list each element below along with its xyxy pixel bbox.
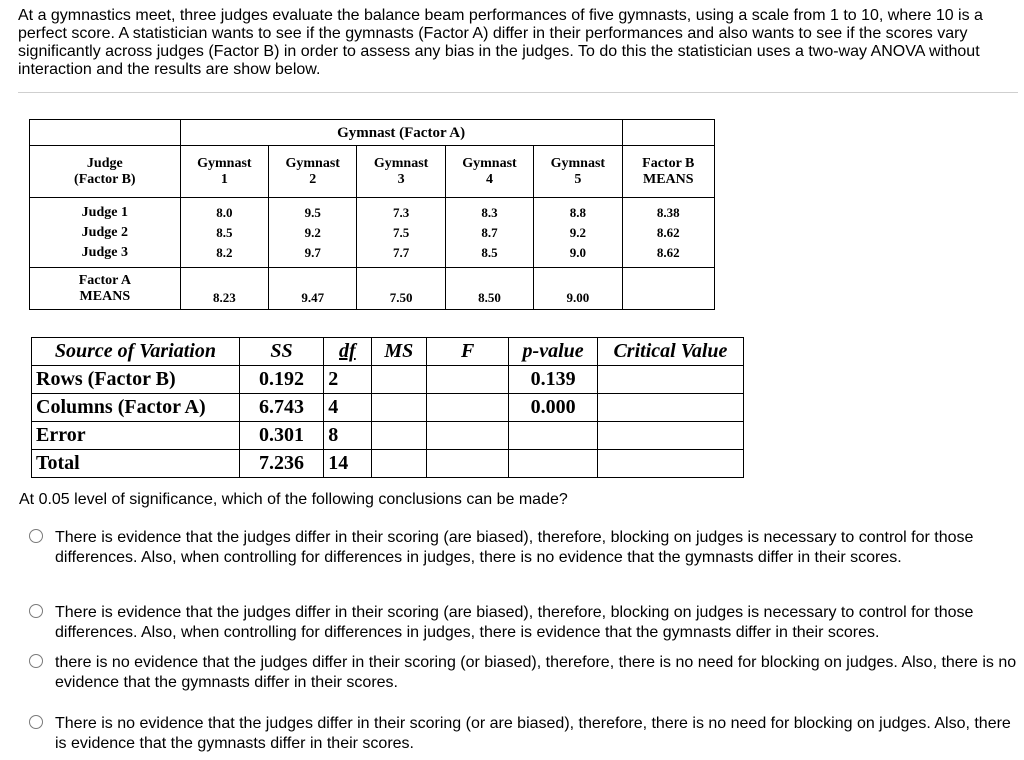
judge-header: Judge (Factor B) — [30, 146, 181, 198]
p-value-header: p-value — [509, 338, 597, 366]
option-text: There is evidence that the judges differ in their scoring (are biased), therefore, blocking on judges is necessary to control for those differences. Also, when controlling for differences in judges, there is no evidence that the gymnasts differ in their scores. — [55, 529, 974, 566]
score-column: 8.8 9.2 9.0 — [534, 198, 622, 268]
radio-button[interactable] — [29, 654, 43, 668]
score-column: 9.5 9.2 9.7 — [269, 198, 357, 268]
ss-header: SS — [239, 338, 323, 366]
radio-button[interactable] — [29, 715, 43, 729]
score-column: 8.3 8.7 8.5 — [445, 198, 533, 268]
source-header: Source of Variation — [32, 338, 240, 366]
radio-button[interactable] — [29, 604, 43, 618]
scores-table — [29, 119, 715, 310]
f-header: F — [427, 338, 509, 366]
anova-table — [31, 337, 744, 478]
factor-a-mean: 8.23 — [180, 268, 268, 310]
factor-a-mean: 8.50 — [445, 268, 533, 310]
anova-row: Columns (Factor A) 6.743 4 0.000 — [32, 394, 744, 422]
option-text: There is no evidence that the judges differ in their scoring (or are biased), therefore, there is no need for blocking on judges. Also, there is evidence that the gymnasts differ in their scores. — [55, 715, 1011, 752]
judge-labels: Judge 1 Judge 2 Judge 3 — [30, 198, 181, 268]
factor-a-mean: 7.50 — [357, 268, 445, 310]
gymnast-col-header: Gymnast 3 — [357, 146, 445, 198]
gymnast-col-header: Gymnast 5 — [534, 146, 622, 198]
factor-a-means-label: Factor A MEANS — [30, 268, 181, 310]
radio-button[interactable] — [29, 529, 43, 543]
ms-header: MS — [371, 338, 427, 366]
empty-cell — [622, 268, 714, 310]
factor-b-means-column: 8.38 8.62 8.62 — [622, 198, 714, 268]
option-text: there is no evidence that the judges differ in their scoring (or biased), therefore, there is no need for blocking on judges. Also, there is no evidence that the gymnasts differ in their scores. — [55, 654, 1017, 691]
question-text: At 0.05 level of significance, which of the following conclusions can be made? — [19, 491, 568, 508]
anova-row: Total 7.236 14 — [32, 450, 744, 478]
gymnast-col-header: Gymnast 2 — [269, 146, 357, 198]
option-text: There is evidence that the judges differ in their scoring (are biased), therefore, blocking on judges is necessary to control for those differences. Also, when controlling for differences in judges, there is evidence that the gymnasts differ in their scores. — [55, 604, 974, 641]
divider — [18, 92, 1018, 93]
gymnast-col-header: Gymnast 4 — [445, 146, 533, 198]
anova-row: Rows (Factor B) 0.192 2 0.139 — [32, 366, 744, 394]
score-column: 7.3 7.5 7.7 — [357, 198, 445, 268]
corner-cell — [30, 120, 181, 146]
factor-a-mean: 9.00 — [534, 268, 622, 310]
gymnast-group-header: Gymnast (Factor A) — [180, 120, 622, 146]
gymnast-col-header: Gymnast 1 — [180, 146, 268, 198]
anova-row: Error 0.301 8 — [32, 422, 744, 450]
score-column: 8.0 8.5 8.2 — [180, 198, 268, 268]
df-header: df — [324, 338, 371, 366]
problem-intro: At a gymnastics meet, three judges evaluate the balance beam performances of five gymnasts, using a scale from 1 to 10, where 10 is a perfect score. A statistician wants to see if the gymnasts (Factor A) differ in their performances and also wants to see if the scores vary significantly across judges (Factor B) in order to assess any bias in the judges. To do this the statistician uses a two-way ANOVA without interaction and the results are show below. — [18, 7, 983, 78]
critical-value-header: Critical Value — [597, 338, 743, 366]
corner-cell-right — [622, 120, 714, 146]
factor-a-mean: 9.47 — [269, 268, 357, 310]
factor-b-means-header: Factor B MEANS — [622, 146, 714, 198]
